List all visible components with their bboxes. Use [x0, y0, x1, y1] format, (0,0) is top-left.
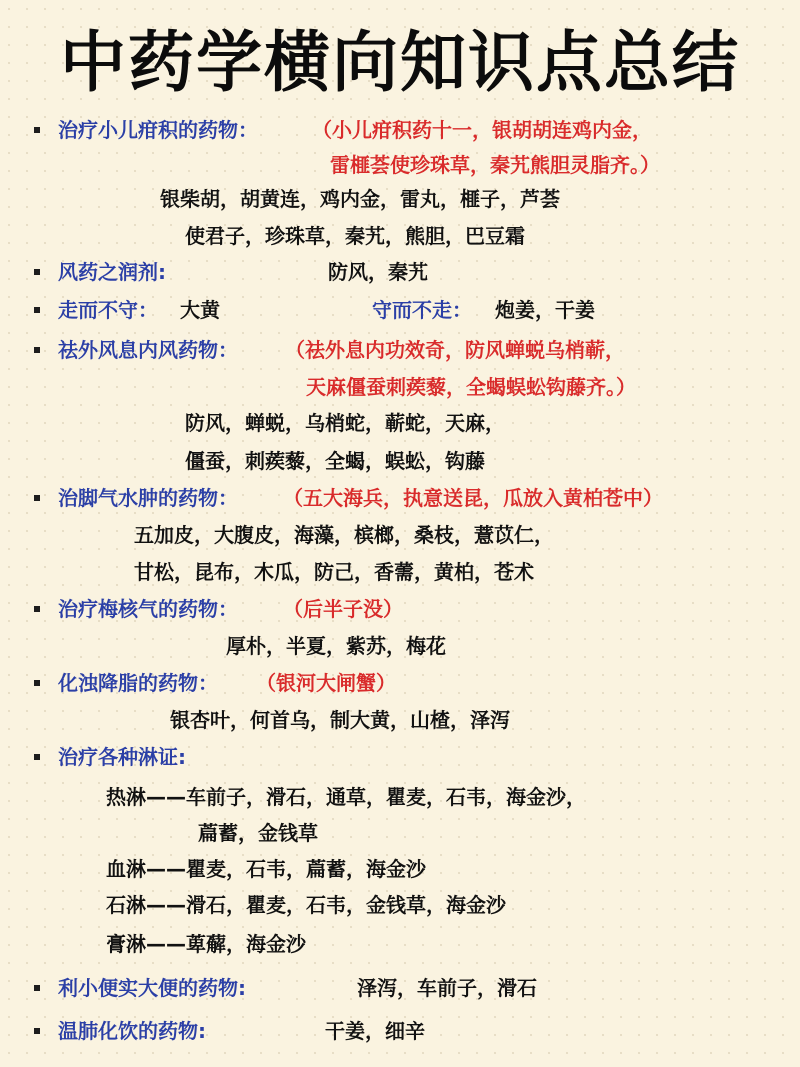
drug-list: 干姜，细辛 — [325, 1019, 425, 1043]
bullet — [34, 1028, 40, 1034]
section-label: 风药之润剂: — [58, 260, 166, 284]
drug-list: 萹蓄，金钱草 — [198, 821, 318, 845]
mnemonic: （银河大闸蟹） — [256, 671, 396, 695]
mnemonic: （祛外息内功效奇，防风蝉蜕乌梢蕲， — [285, 338, 625, 362]
bullet — [34, 606, 40, 612]
bullet — [34, 307, 40, 313]
bullet — [34, 754, 40, 760]
drug-list: 热淋——车前子，滑石，通草，瞿麦，石韦，海金沙， — [106, 785, 586, 809]
drug-list: 防风，蝉蜕，乌梢蛇，蕲蛇，天麻， — [185, 411, 505, 435]
drug-list: 膏淋——萆薢，海金沙 — [106, 932, 306, 956]
drug-list: 血淋——瞿麦，石韦，萹蓄，海金沙 — [106, 857, 426, 881]
bullet — [34, 127, 40, 133]
mnemonic: 天麻僵蚕刺蒺藜，全蝎蜈蚣钩藤齐。） — [306, 375, 636, 399]
drug-list: 厚朴，半夏，紫苏，梅花 — [226, 634, 446, 658]
drug-list: 石淋——滑石，瞿麦，石韦，金钱草，海金沙 — [106, 893, 506, 917]
drug-list: 使君子，珍珠草，秦艽，熊胆，巴豆霜 — [185, 224, 525, 248]
mnemonic: （小儿疳积药十一，银胡胡连鸡内金， — [312, 118, 652, 142]
section-label: 化浊降脂的药物： — [58, 671, 218, 695]
section-label: 守而不走： — [372, 298, 472, 322]
drug-list: 泽泻，车前子，滑石 — [357, 976, 537, 1000]
section-label: 利小便实大便的药物: — [58, 976, 246, 1000]
section-label: 治疗各种淋证: — [58, 745, 186, 769]
drug-list: 僵蚕，刺蒺藜，全蝎，蜈蚣，钩藤 — [185, 449, 485, 473]
section-label: 温肺化饮的药物: — [58, 1019, 206, 1043]
section-label: 走而不守： — [58, 298, 158, 322]
page-title: 中药学横向知识点总结 — [60, 24, 740, 101]
drug-list: 大黄 — [180, 298, 220, 322]
mnemonic: （后半子没） — [283, 597, 403, 621]
section-label: 治疗小儿疳积的药物： — [58, 118, 258, 142]
section-label: 治疗梅核气的药物： — [58, 597, 238, 621]
bullet — [34, 680, 40, 686]
bullet — [34, 985, 40, 991]
drug-list: 炮姜，干姜 — [495, 298, 595, 322]
mnemonic: （五大海兵，执意送昆，瓜放入黄柏苍中） — [283, 486, 663, 510]
bullet — [34, 495, 40, 501]
drug-list: 银杏叶，何首乌，制大黄，山楂，泽泻 — [170, 708, 510, 732]
section-label: 祛外风息内风药物： — [58, 338, 238, 362]
drug-list: 五加皮，大腹皮，海藻，槟榔，桑枝，薏苡仁， — [134, 523, 554, 547]
bullet — [34, 347, 40, 353]
drug-list: 甘松，昆布，木瓜，防己，香薷，黄柏，苍术 — [134, 560, 534, 584]
drug-list: 防风，秦艽 — [328, 260, 428, 284]
bullet — [34, 269, 40, 275]
drug-list: 银柴胡，胡黄连，鸡内金，雷丸，榧子，芦荟 — [160, 187, 560, 211]
section-label: 治脚气水肿的药物： — [58, 486, 238, 510]
mnemonic: 雷榧荟使珍珠草，秦艽熊胆灵脂齐。） — [330, 153, 660, 177]
